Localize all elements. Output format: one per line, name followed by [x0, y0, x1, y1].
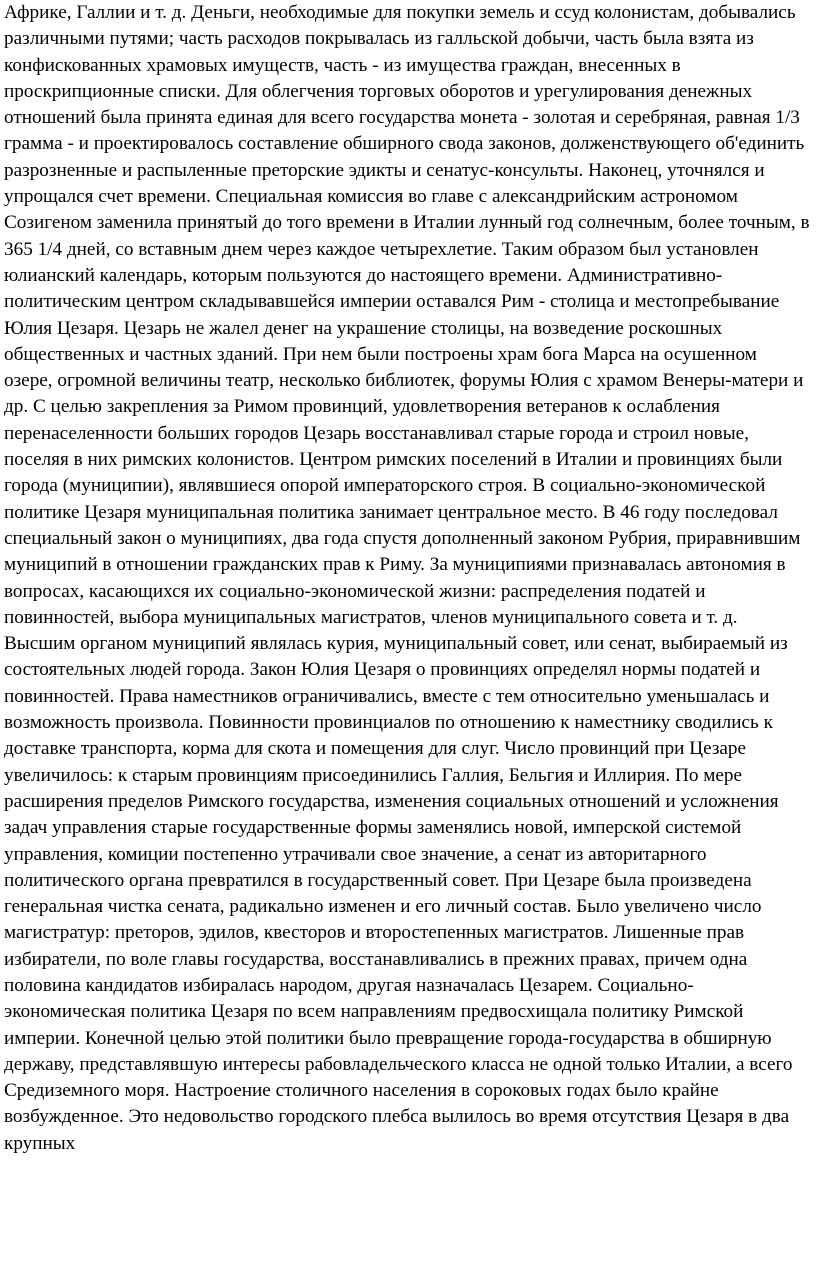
body-paragraph: Африке, Галлии и т. д. Деньги, необходимые для покупки земель и ссуд колонистам, добывались различными путями; часть расходов покрывалась из галльской добычи, часть была взята из конфискованных храмовых имуществ, часть - из имущества граждан, внесенных в проскрипционные списки. Для облегчения торговых оборотов и урегулирования денежных отношений была принята единая для всего государства монета - золотая и серебряная, равная 1/3 грамма - и проектировалось составление обширного свода законов, долженствующего об'единить разрозненные и распыленные преторские эдикты и сенатус-консульты. Наконец, уточнялся и упрощался счет времени. Специальная комиссия во главе с александрийским астрономом Созигеном заменила принятый до того времени в Италии лунный год солнечным, более точным, в 365 1/4 дней, со вставным днем через каждое четырехлетие. Таким образом был установлен юлианский календарь, которым пользуются до настоящего времени. Административно-политическим центром складывавшейся империи оставался Рим - столица и местопребывание Юлия Цезаря. Цезарь не жалел денег на украшение столицы, на возведение роскошных общественных и частных зданий. При нем были построены храм бога Марса на осушенном озере, огромной величины театр, несколько библиотек, форумы Юлия с храмом Венеры-матери и др. С целью закрепления за Римом провинций, удовлетворения ветеранов к ослабления перенаселенности больших городов Цезарь восстанавливал старые города и строил новые, поселяя в них римских колонистов. Центром римских поселений в Италии и провинциях были города (муниципии), являвшиеся опорой императорского строя. В социально-экономической политике Цезаря муниципальная политика занимает центральное место. В 46 году последовал специальный закон о муниципиях, два года спустя дополненный законом Рубрия, приравнившим муниципий в отношении гражданских прав к Риму. За муниципиями признавалась автономия в вопросах, касающихся их социально-экономической жизни: распределения податей и повинностей, выбора муниципальных магистратов, членов муниципального совета и т. д. Высшим органом муниципий являлась курия, муниципальный совет, или сенат, выбираемый из состоятельных людей города. Закон Юлия Цезаря о провинциях определял нормы податей и повинностей. Права наместников ограничивались, вместе с тем относительно уменьшалась и возможность произвола. Повинности провинциалов по отношению к наместнику сводились к доставке транспорта, корма для скота и помещения для слуг. Число провинций при Цезаре увеличилось: к старым провинциям присоединились Галлия, Бельгия и Иллирия. По мере расширения пределов Римского государства, изменения социальных отношений и усложнения задач управления старые государственные формы заменялись новой, имперской системой управления, комиции постепенно утрачивали свое значение, а сенат из авторитарного политического органа превратился в государственный совет. При Цезаре была произведена генеральная чистка сената, радикально изменен и его личный состав. Было увеличено число магистратур: преторов, эдилов, квесторов и второстепенных магистратов. Лишенные прав избиратели, по воле главы государства, восстанавливались в прежних правах, причем одна половина кандидатов избиралась народом, другая назначалась Цезарем. Социально-экономическая политика Цезаря по всем направлениям предвосхищала политику Римской империи. Конечной целью этой политики было превращение города-государства в обширную державу, представлявшую интересы рабовладельческого класса не одной только Италии, а всего Средиземного моря. Настроение столичного населения в сороковых годах было крайне возбужденное. Это недовольство городского плебса вылилось во время отсутствия Цезаря в два крупных: [4, 2, 810, 1154]
